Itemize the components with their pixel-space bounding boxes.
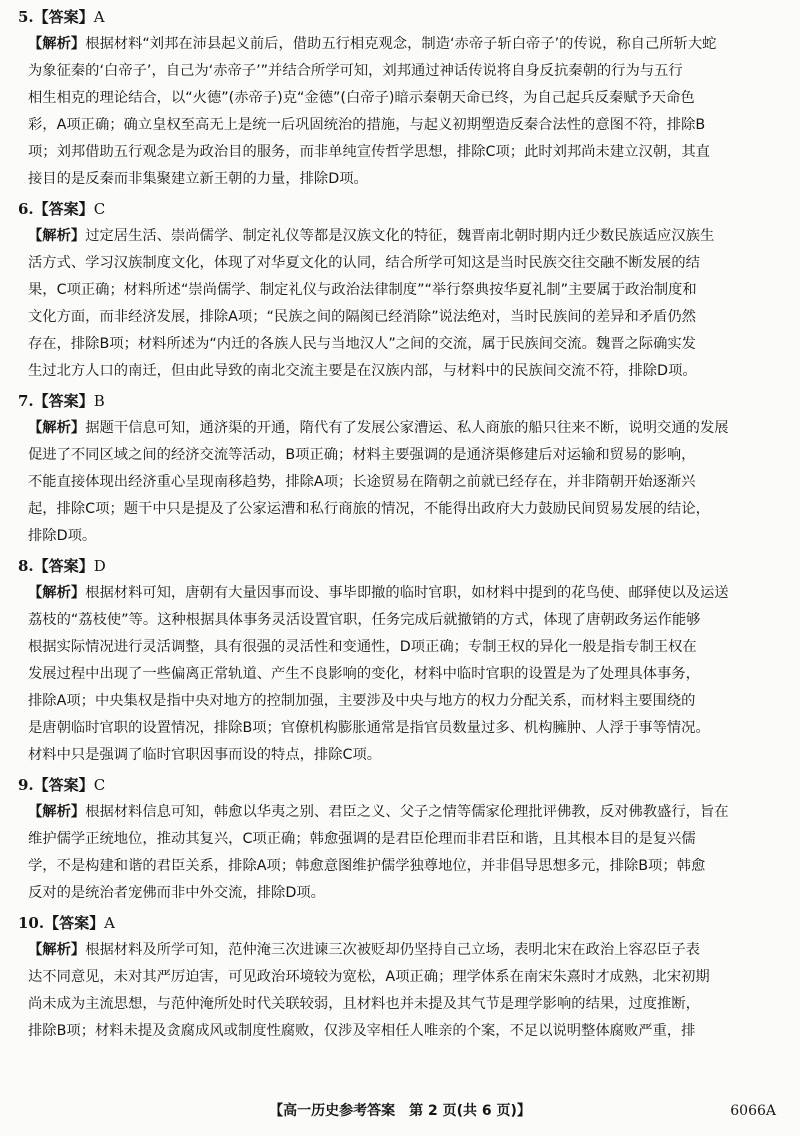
question-block (18, 198, 780, 385)
analysis-line (28, 607, 780, 634)
analysis-text: 维护儒学正统地位，推动其复兴，C项正确；韩愈强调的是君臣伦理而非君臣和谐，且其根本目的是复兴儒 (28, 831, 696, 847)
analysis-paragraph (18, 937, 780, 1045)
analysis-text: 根据材料可知，唐朝有大量因事而设、事毕即撤的临时官职，如材料中提到的花鸟使、邮驿使以及运送 (85, 585, 729, 601)
analysis-line (28, 85, 780, 112)
analysis-label: 【解析】 (28, 228, 86, 244)
analysis-paragraph (18, 580, 780, 769)
analysis-line (28, 442, 780, 469)
analysis-paragraph (18, 223, 780, 385)
analysis-text: 发展过程中出现了一些偏离正常轨道、产生不良影响的变化，材料中临时官职的设置是为了处理具体事务， (28, 666, 700, 682)
analysis-text: 过定居生活、崇尚儒学、制定礼仪等都是汉族文化的特征，魏晋南北朝时期内迁少数民族适应汉族生 (85, 228, 715, 244)
analysis-line (28, 826, 780, 853)
answer-letter: D (93, 557, 106, 575)
analysis-line (28, 880, 780, 907)
question-number: 5. (18, 8, 34, 26)
analysis-line (28, 661, 780, 688)
question-block (18, 6, 780, 193)
analysis-line (28, 496, 780, 523)
answer-letter: A (104, 914, 115, 932)
analysis-line (28, 415, 780, 442)
analysis-line (28, 331, 780, 358)
analysis-paragraph (18, 31, 780, 193)
analysis-text: 相生相克的理论结合，以“火德”(赤帝子)克“金德”(白帝子)暗示秦朝天命已终，为自己起兵反秦赋予天命色 (28, 90, 695, 106)
analysis-text: 根据材料及所学可知，范仲淹三次进谏三次被贬却仍坚持自己立场，表明北宋在政治上容忍臣子表 (85, 942, 700, 958)
answer-letter: C (93, 200, 106, 218)
analysis-line (28, 166, 780, 193)
analysis-line (28, 937, 780, 964)
analysis-label: 【解析】 (28, 942, 86, 958)
footer-doc-code: 6066A (730, 1103, 776, 1119)
analysis-text: 起，排除C项；题干中只是提及了公家运漕和私行商旅的情况，不能得出政府大力鼓励民间贸易发展的结论， (28, 501, 710, 517)
analysis-text: 根据材料信息可知，韩愈以华夷之别、君臣之义、父子之情等儒家伦理批评佛教，反对佛教盛行，旨在 (85, 804, 729, 820)
analysis-label: 【解析】 (28, 804, 86, 820)
answer-label: 【答案】 (33, 392, 94, 410)
analysis-text: 不能直接体现出经济重心呈现南移趋势，排除A项；长途贸易在隋朝之前就已经存在，并非隋朝开始逐渐兴 (28, 474, 696, 490)
analysis-paragraph (18, 415, 780, 550)
analysis-text: 生过北方人口的南迁，但由此导致的南北交流主要是在汉族内部，与材料中的民族间交流不符，排除D项。 (28, 363, 697, 379)
analysis-line (28, 853, 780, 880)
question-block (18, 555, 780, 769)
analysis-line (28, 634, 780, 661)
question-block (18, 390, 780, 550)
page-footer (0, 1098, 800, 1124)
analysis-text: 材料中只是强调了临时官职因事而设的特点，排除C项。 (28, 747, 382, 763)
analysis-line (28, 1018, 780, 1045)
analysis-line (28, 580, 780, 607)
question-number: 10. (18, 914, 45, 932)
answer-label: 【答案】 (33, 200, 94, 218)
question-number: 9. (18, 776, 34, 794)
answer-content (18, 6, 780, 1050)
analysis-text: 文化方面，而非经济发展，排除A项；“民族之间的隔阂已经消除”说法绝对，当时民族间的差异和矛盾仍然 (28, 309, 696, 325)
analysis-line (28, 469, 780, 496)
answer-letter: C (93, 776, 106, 794)
answer-line (18, 390, 780, 412)
analysis-text: 接目的是反秦而非集聚建立新王朝的力量，排除D项。 (28, 171, 368, 187)
answer-line (18, 6, 780, 28)
footer-page-info: 【高一历史参考答案 第 2 页(共 6 页)】 (269, 1103, 531, 1119)
analysis-line (28, 991, 780, 1018)
analysis-line (28, 358, 780, 385)
analysis-label: 【解析】 (28, 420, 86, 436)
analysis-text: 活方式、学习汉族制度文化，体现了对华夏文化的认同，结合所学可知这是当时民族交往交融不断发展的结 (28, 255, 700, 271)
analysis-text: 达不同意见，未对其严厉迫害，可见政治环境较为宽松，A项正确；理学体系在南宋朱熹时才成熟，北宋初期 (28, 969, 710, 985)
analysis-text: 根据材料“刘邦在沛县起义前后，借助五行相克观念，制造‘赤帝子斩白帝子’的传说，称自己所斩大蛇 (85, 36, 717, 52)
analysis-line (28, 799, 780, 826)
answer-label: 【答案】 (33, 776, 94, 794)
answer-line (18, 198, 780, 220)
analysis-line (28, 31, 780, 58)
analysis-line (28, 223, 780, 250)
analysis-text: 排除D项。 (28, 528, 97, 544)
question-block (18, 774, 780, 907)
answer-line (18, 912, 780, 934)
analysis-text: 荔枝的“荔枝使”等。这种根据具体事务灵活设置官职，任务完成后就撤销的方式，体现了唐朝政务运作能够 (28, 612, 701, 628)
analysis-line (28, 964, 780, 991)
analysis-paragraph (18, 799, 780, 907)
answer-label: 【答案】 (33, 8, 94, 26)
analysis-line (28, 715, 780, 742)
answer-label: 【答案】 (44, 914, 105, 932)
question-number: 8. (18, 557, 34, 575)
analysis-text: 根据实际情况进行灵活调整，具有很强的灵活性和变通性，D项正确；专制王权的异化一般是指专制王权在 (28, 639, 697, 655)
analysis-line (28, 58, 780, 85)
analysis-line (28, 688, 780, 715)
answer-label: 【答案】 (33, 557, 94, 575)
analysis-text: 果，C项正确；材料所述“崇尚儒学、制定礼仪与政治法律制度”“举行祭典按华夏礼制”主要属于政治制度和 (28, 282, 697, 298)
question-block (18, 912, 780, 1045)
analysis-line (28, 250, 780, 277)
analysis-line (28, 742, 780, 769)
analysis-label: 【解析】 (28, 36, 86, 52)
answer-line (18, 555, 780, 577)
analysis-label: 【解析】 (28, 585, 86, 601)
analysis-text: 排除A项；中央集权是指中央对地方的控制加强，主要涉及中央与地方的权力分配关系，而材料主要围绕的 (28, 693, 696, 709)
answer-letter: A (93, 8, 105, 26)
analysis-text: 彩，A项正确；确立皇权至高无上是统一后巩固统治的措施，与起义初期塑造反秦合法性的意图不符，排除B (28, 117, 706, 133)
analysis-text: 项；刘邦借助五行观念是为政治目的服务，而非单纯宣传哲学思想，排除C项；此时刘邦尚未建立汉朝，其直 (28, 144, 710, 160)
analysis-line (28, 139, 780, 166)
analysis-text: 反对的是统治者宠佛而非中外交流，排除D项。 (28, 885, 325, 901)
analysis-text: 存在，排除B项；材料所述为“内迁的各族人民与当地汉人”之间的交流，属于民族间交流。魏晋之际确实发 (28, 336, 696, 352)
analysis-text: 学，不是构建和谐的君臣关系，排除A项；韩愈意图维护儒学独尊地位，并非倡导思想多元，排除B项；韩愈 (28, 858, 706, 874)
question-number: 6. (18, 200, 34, 218)
analysis-text: 据题干信息可知，通济渠的开通，隋代有了发展公家漕运、私人商旅的船只往来不断，说明交通的发展 (85, 420, 729, 436)
analysis-line (28, 304, 780, 331)
analysis-line (28, 112, 780, 139)
analysis-text: 促进了不同区域之间的经济交流等活动，B项正确；材料主要强调的是通济渠修建后对运输和贸易的影响， (28, 447, 696, 463)
answer-letter: B (93, 392, 105, 410)
analysis-line (28, 277, 780, 304)
answer-line (18, 774, 780, 796)
analysis-text: 为象征秦的‘白帝子’，自己为‘赤帝子’”并结合所学可知，刘邦通过神话传说将自身反抗秦朝的行为与五行 (28, 63, 683, 79)
analysis-text: 是唐朝临时官职的设置情况，排除B项；官僚机构膨胀通常是指官员数量过多、机构臃肿、人浮于事等情况。 (28, 720, 710, 736)
analysis-line (28, 523, 780, 550)
analysis-text: 排除B项；材料未提及贪腐成风或制度性腐败，仅涉及宰相任人唯亲的个案，不足以说明整体腐败严重，排 (28, 1023, 696, 1039)
analysis-text: 尚未成为主流思想，与范仲淹所处时代关联较弱，且材料也并未提及其气节是理学影响的结果，过度推断， (28, 996, 700, 1012)
question-number: 7. (18, 392, 34, 410)
